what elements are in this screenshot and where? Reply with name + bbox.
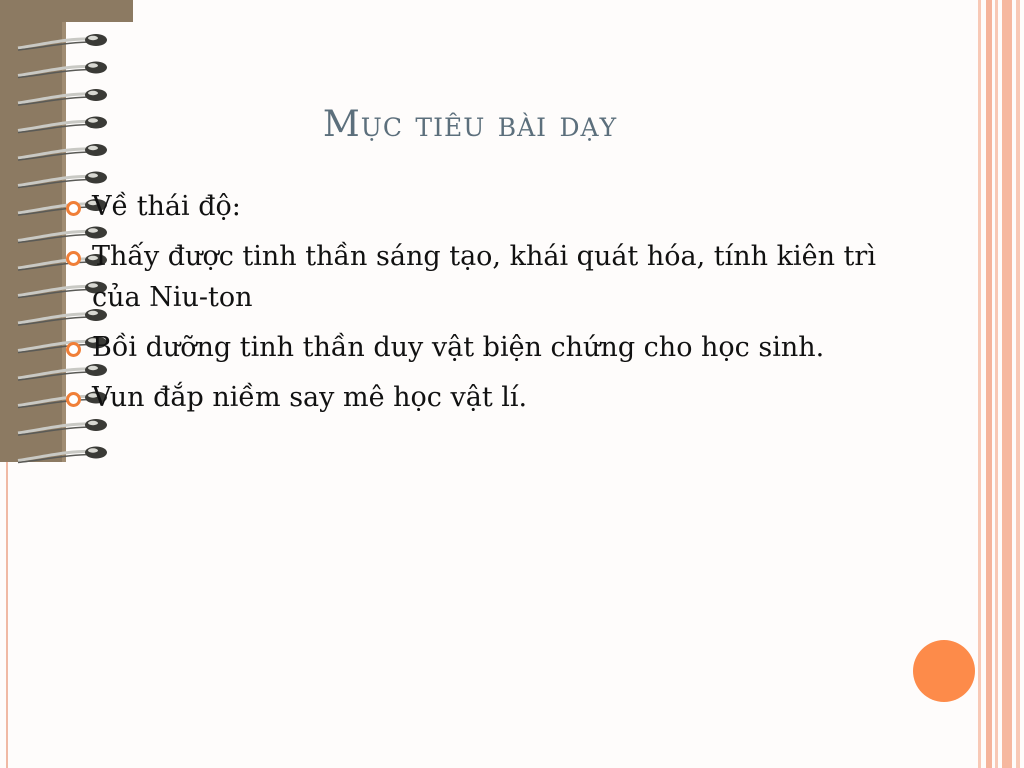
bullet-text: Bồi dưỡng tinh thần duy vật biện chứng cho học sinh. (92, 332, 825, 363)
bullet-icon (66, 201, 81, 216)
stripe (986, 0, 992, 768)
bullet-text: Vun đắp niềm say mê học vật lí. (92, 382, 528, 413)
stripe (1002, 0, 1012, 768)
slide-title: Mục tiêu bài dạy (322, 104, 618, 145)
bullet-text: Về thái độ: (92, 191, 241, 222)
stripe (1016, 0, 1020, 768)
bullet-icon (66, 392, 81, 407)
bullet-list (62, 186, 882, 427)
bullet-item (62, 236, 882, 318)
stripe (995, 0, 998, 768)
bullet-item (62, 327, 882, 368)
bullet-text: Thấy được tinh thần sáng tạo, khái quát hóa, tính kiên trì của Niu-ton (92, 241, 876, 313)
bullet-icon (66, 251, 81, 266)
right-stripes (978, 0, 1024, 768)
stripe (978, 0, 981, 768)
bullet-item (62, 186, 882, 227)
bullet-item (62, 377, 882, 418)
orange-circle-decoration (913, 640, 975, 702)
bullet-icon (66, 342, 81, 357)
